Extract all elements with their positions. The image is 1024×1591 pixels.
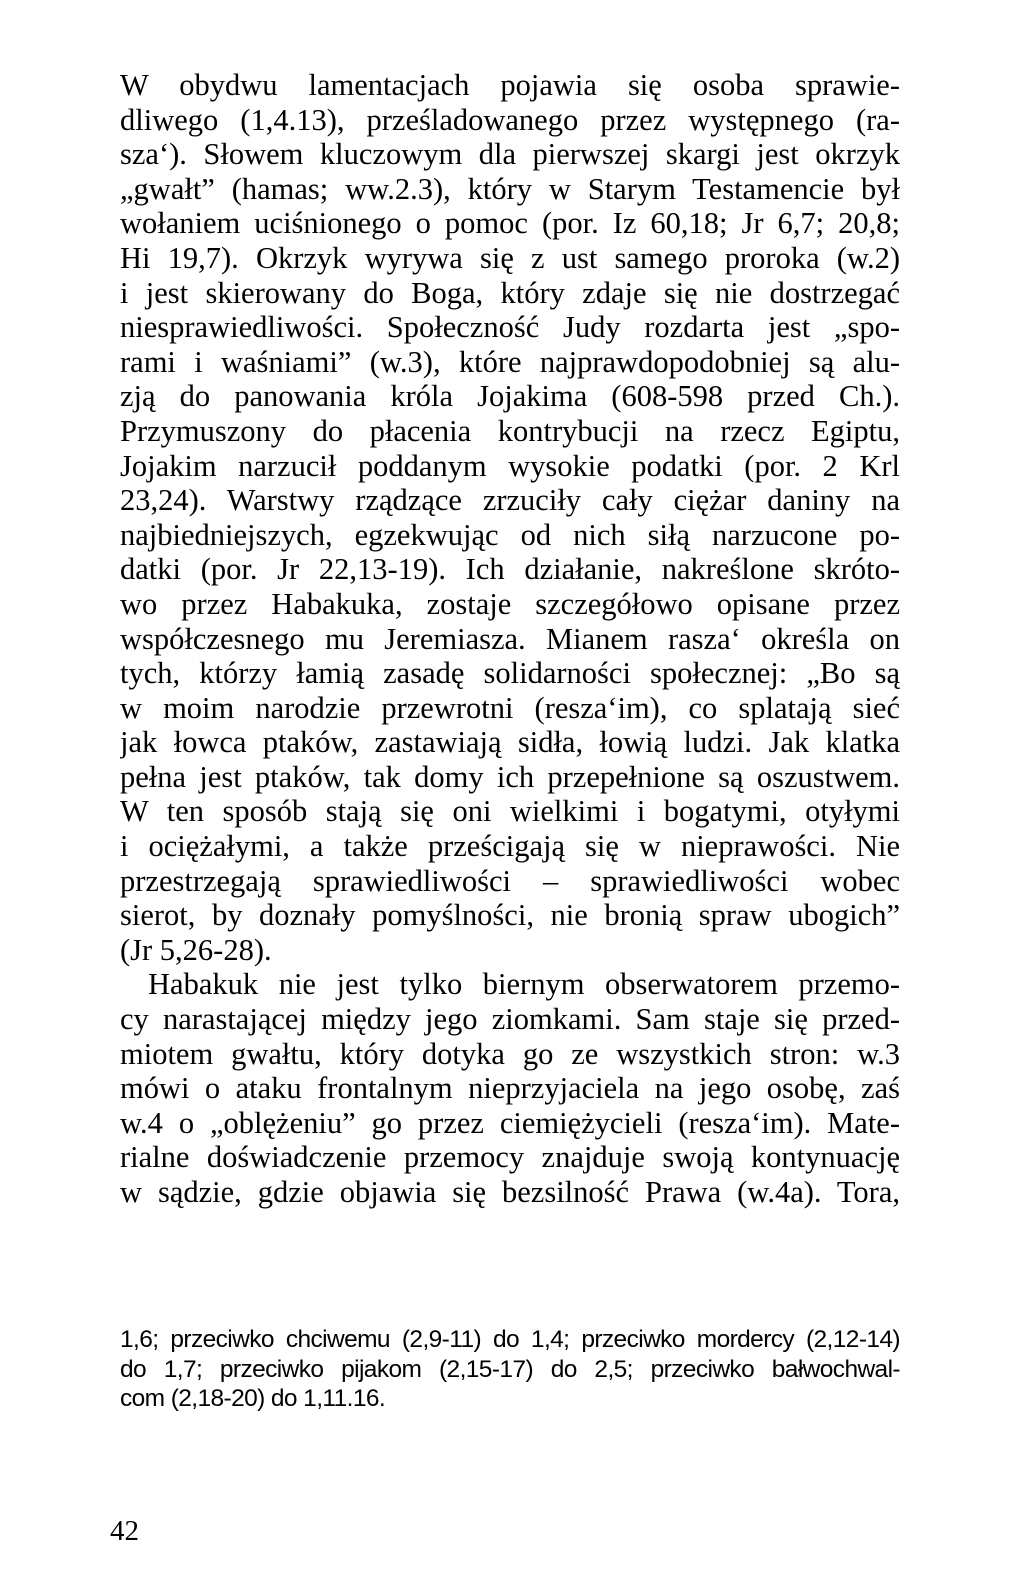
text-line: sza‘). Słowem kluczowym dla pierwszej skargi jest okrzyk bbox=[120, 137, 900, 172]
text-line: 23,24). Warstwy rządzące zrzuciły cały ciężar daniny na bbox=[120, 483, 900, 518]
text-line: w.4 o „oblężeniu” go przez ciemiężycieli (resza‘im). Mate- bbox=[120, 1105, 900, 1140]
footnote-line: do 1,7; przeciwko pijakom (2,15-17) do 2,5; przeciwko bałwochwal- bbox=[120, 1355, 900, 1383]
text-line: miotem gwałtu, który dotyka go ze wszystkich stron: w.3 bbox=[120, 1036, 900, 1071]
text-line: zją do panowania króla Jojakima (608-598 przed Ch.). bbox=[120, 379, 900, 414]
text-line: wo przez Habakuka, zostaje szczegółowo opisane przez bbox=[120, 586, 900, 621]
text-line: dliwego (1,4.13), prześladowanego przez występnego (ra- bbox=[120, 102, 900, 137]
page-number: 42 bbox=[110, 1515, 139, 1547]
text-line: Przymuszony do płacenia kontrybucji na rzecz Egiptu, bbox=[120, 413, 900, 448]
footnote bbox=[120, 1325, 900, 1414]
text-line: tych, którzy łamią zasadę solidarności społecznej: „Bo są bbox=[120, 656, 900, 691]
text-line: w sądzie, gdzie objawia się bezsilność Prawa (w.4a). Tora, bbox=[120, 1175, 900, 1209]
text-line: najbiedniejszych, egzekwując od nich siłą narzucone po- bbox=[120, 517, 900, 552]
text-line: pełna jest ptaków, tak domy ich przepełnione są oszustwem. bbox=[120, 759, 900, 794]
text-line: sierot, by doznały pomyślności, nie bronią spraw ubogich” bbox=[120, 898, 900, 933]
text-line: Jojakim narzucił poddanym wysokie podatki (por. 2 Krl bbox=[120, 448, 900, 483]
text-line: przestrzegają sprawiedliwości – sprawiedliwości wobec bbox=[120, 863, 900, 898]
text-line: W obydwu lamentacjach pojawia się osoba sprawie- bbox=[120, 68, 900, 102]
main-text bbox=[120, 68, 900, 1210]
text-line: niesprawiedliwości. Społeczność Judy rozdarta jest „spo- bbox=[120, 310, 900, 345]
text-line: jak łowca ptaków, zastawiają sidła, łowią ludzi. Jak klatka bbox=[120, 725, 900, 760]
text-line: cy narastającej między jego ziomkami. Sam staje się przed- bbox=[120, 1002, 900, 1037]
text-line: Hi 19,7). Okrzyk wyrywa się z ust samego proroka (w.2) bbox=[120, 240, 900, 275]
text-line: rialne doświadczenie przemocy znajduje swoją kontynuację bbox=[120, 1140, 900, 1175]
text-line: w moim narodzie przewrotni (resza‘im), co splatają sieć bbox=[120, 690, 900, 725]
footnote-line: 1,6; przeciwko chciwemu (2,9-11) do 1,4; przeciwko mordercy (2,12-14) bbox=[120, 1326, 900, 1353]
text-line: i ociężałymi, a także prześcigają się w nieprawości. Nie bbox=[120, 829, 900, 864]
text-line: Habakuk nie jest tylko biernym obserwatorem przemo- bbox=[148, 967, 900, 1002]
text-line: współczesnego mu Jeremiasza. Mianem rasza‘ określa on bbox=[120, 621, 900, 656]
text-line: (Jr 5,26-28). bbox=[120, 932, 272, 967]
text-line: mówi o ataku frontalnym nieprzyjaciela na jego osobę, zaś bbox=[120, 1071, 900, 1106]
footnote-line: com (2,18-20) do 1,11.16. bbox=[120, 1385, 386, 1412]
text-line: datki (por. Jr 22,13-19). Ich działanie, nakreślone skróto- bbox=[120, 552, 900, 587]
text-line: „gwałt” (hamas; ww.2.3), który w Starym Testamencie był bbox=[120, 171, 900, 206]
text-line: W ten sposób stają się oni wielkimi i bogatymi, otyłymi bbox=[120, 794, 900, 829]
text-line: wołaniem uciśnionego o pomoc (por. Iz 60,18; Jr 6,7; 20,8; bbox=[120, 206, 900, 241]
text-line: rami i waśniami” (w.3), które najprawdopodobniej są alu- bbox=[120, 344, 900, 379]
text-line: i jest skierowany do Boga, który zdaje się nie dostrzegać bbox=[120, 275, 900, 310]
